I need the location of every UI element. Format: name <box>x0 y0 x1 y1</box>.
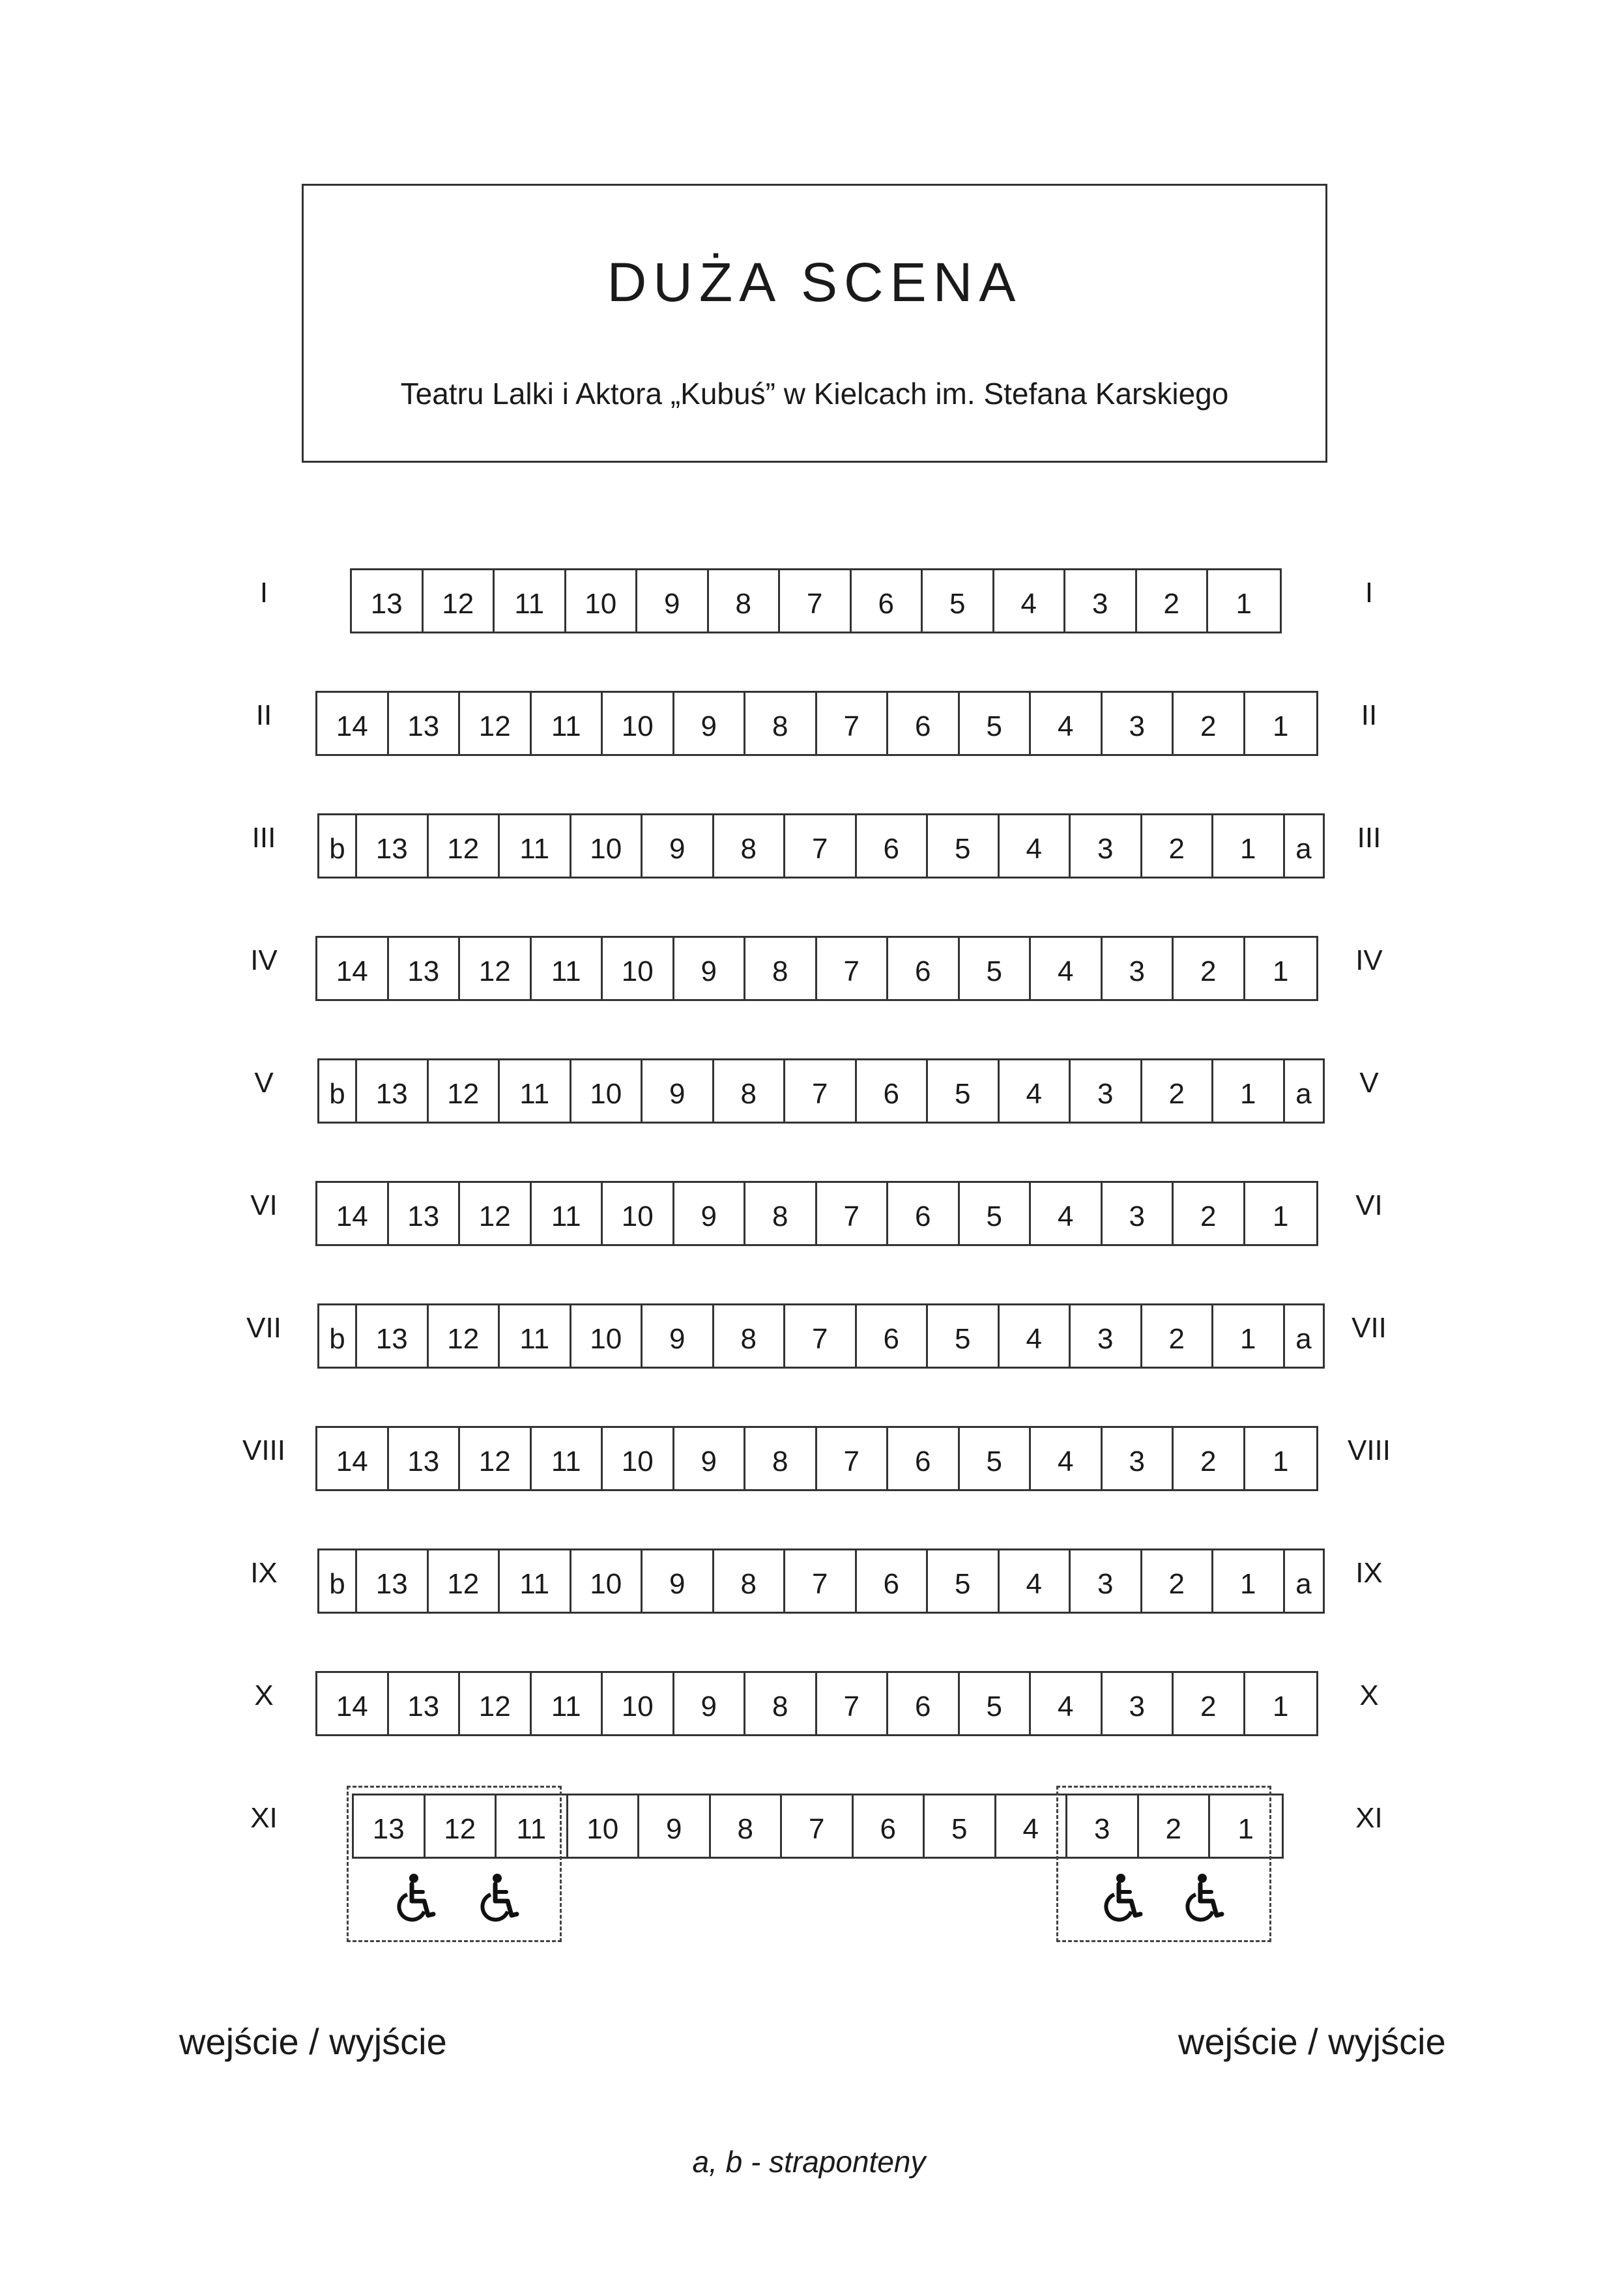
seat[interactable]: 5 <box>928 1305 1000 1367</box>
folding-seat[interactable]: b <box>319 1305 357 1367</box>
seat[interactable]: 10 <box>603 693 674 754</box>
seat[interactable]: 5 <box>928 1550 1000 1612</box>
seat[interactable]: 7 <box>785 1305 857 1367</box>
folding-seat[interactable]: b <box>319 1550 357 1612</box>
seat[interactable]: 1 <box>1213 1550 1285 1612</box>
seat[interactable]: 2 <box>1139 1795 1211 1857</box>
stage-box <box>302 184 1327 463</box>
seat[interactable]: 3 <box>1103 1673 1174 1734</box>
seat[interactable]: 13 <box>389 1183 461 1244</box>
row-label-left: VII <box>246 1312 282 1344</box>
seat[interactable]: 7 <box>817 1183 889 1244</box>
seat-block <box>350 568 1282 633</box>
seat-block <box>317 813 1325 879</box>
seat[interactable]: 10 <box>603 1428 674 1489</box>
seat[interactable]: 4 <box>1031 693 1103 754</box>
seat[interactable]: 11 <box>532 1183 603 1244</box>
seat[interactable]: 12 <box>426 1795 497 1857</box>
seat[interactable]: 1 <box>1273 955 1289 987</box>
seat[interactable]: 6 <box>857 1060 929 1122</box>
seat[interactable]: 4 <box>996 1795 1068 1857</box>
seat[interactable]: 6 <box>888 1673 960 1734</box>
seat[interactable]: 10 <box>571 1060 643 1122</box>
seat[interactable]: 5 <box>960 1673 1032 1734</box>
seat[interactable]: 14 <box>317 693 389 754</box>
row-label-right: III <box>1357 822 1381 854</box>
seat[interactable]: 12 <box>429 815 500 877</box>
seat[interactable]: 9 <box>643 1305 714 1367</box>
seat[interactable]: 3 <box>1071 815 1142 877</box>
seat[interactable]: 9 <box>674 1673 746 1734</box>
seat[interactable]: 6 <box>857 1550 929 1612</box>
seat[interactable]: 11 <box>532 1428 603 1489</box>
row-label-left: VIII <box>242 1434 286 1466</box>
folding-seat[interactable]: a <box>1295 1323 1312 1355</box>
seat[interactable]: 7 <box>782 1795 854 1857</box>
seat[interactable]: 12 <box>424 570 495 632</box>
row-label-right: VII <box>1351 1312 1387 1344</box>
row-label-left: III <box>252 822 276 854</box>
seat-block <box>317 1058 1325 1124</box>
row-label-left: VI <box>250 1189 278 1221</box>
seat-row <box>0 1426 1618 1491</box>
seat[interactable]: 3 <box>1103 1183 1174 1244</box>
seat[interactable]: 1 <box>1213 1305 1285 1367</box>
seat-block <box>315 1181 1318 1246</box>
seat[interactable]: 9 <box>674 1428 746 1489</box>
stage-subtitle: Teatru Lalki i Aktora „Kubuś” w Kielcach im. Stefana Karskiego <box>400 377 1229 411</box>
folding-seat[interactable]: b <box>319 815 357 877</box>
seat[interactable]: 4 <box>1000 815 1071 877</box>
wheelchair-zone <box>347 1786 562 1942</box>
seat[interactable]: 13 <box>389 693 461 754</box>
seat[interactable]: 8 <box>745 1673 817 1734</box>
seat[interactable]: 12 <box>460 1673 532 1734</box>
seat[interactable]: 10 <box>566 570 638 632</box>
seat[interactable]: 12 <box>429 1550 500 1612</box>
seat[interactable]: 4 <box>1031 1183 1103 1244</box>
seat[interactable]: 9 <box>643 815 714 877</box>
row-label-right: IX <box>1355 1557 1383 1589</box>
seat[interactable]: 14 <box>317 938 389 999</box>
seat[interactable]: 4 <box>1000 1060 1071 1122</box>
seat[interactable]: 10 <box>603 938 674 999</box>
exit-label-right: wejście / wyjście <box>1178 2021 1446 2062</box>
seat[interactable]: 13 <box>357 1550 429 1612</box>
seat-row <box>0 1058 1618 1124</box>
seat-row <box>0 936 1618 1001</box>
seat[interactable]: 9 <box>674 693 746 754</box>
seat[interactable]: 6 <box>888 1428 960 1489</box>
seat[interactable]: 6 <box>888 1183 960 1244</box>
row-label-left: X <box>254 1679 274 1711</box>
seat[interactable]: 14 <box>317 1183 389 1244</box>
seat[interactable]: 13 <box>389 1428 461 1489</box>
seat[interactable]: 9 <box>639 1795 711 1857</box>
seat[interactable]: 12 <box>460 938 532 999</box>
seat[interactable]: 3 <box>1103 1428 1174 1489</box>
folding-seat[interactable]: b <box>319 1060 357 1122</box>
seat[interactable]: 7 <box>817 693 889 754</box>
stage-title: DUŻA SCENA <box>607 252 1022 313</box>
seat-row <box>0 1548 1618 1614</box>
row-label-left: IV <box>250 944 278 976</box>
row-label-right: IV <box>1355 944 1383 976</box>
seat[interactable]: 12 <box>460 1183 532 1244</box>
seat[interactable]: 7 <box>785 1060 857 1122</box>
seat-row <box>0 568 1618 633</box>
seat[interactable]: 9 <box>674 938 746 999</box>
row-label-right: I <box>1365 577 1374 609</box>
seat[interactable]: 8 <box>745 1183 817 1244</box>
row-label-right: X <box>1359 1679 1379 1711</box>
seat[interactable]: 5 <box>960 938 1032 999</box>
seat[interactable]: 13 <box>389 1673 461 1734</box>
seat[interactable]: 13 <box>389 938 461 999</box>
seat[interactable]: 3 <box>1103 938 1174 999</box>
seat[interactable]: 5 <box>923 570 994 632</box>
seat[interactable]: 2 <box>1142 815 1214 877</box>
row-label-left: I <box>259 577 268 609</box>
exit-label-left: wejście / wyjście <box>179 2021 447 2062</box>
seat-block <box>317 1548 1325 1614</box>
seat[interactable]: 14 <box>317 1428 389 1489</box>
seat[interactable]: 1 <box>1273 1200 1289 1232</box>
wheelchair-icon <box>478 1874 519 1923</box>
seat[interactable]: 4 <box>1031 1428 1103 1489</box>
row-label-right: II <box>1361 699 1378 731</box>
seat[interactable]: 9 <box>643 1060 714 1122</box>
seat[interactable]: 2 <box>1174 1183 1245 1244</box>
seat[interactable]: 2 <box>1174 1673 1245 1734</box>
seat[interactable]: 2 <box>1142 1550 1214 1612</box>
seat[interactable]: 8 <box>714 1550 786 1612</box>
seat[interactable]: 9 <box>643 1550 714 1612</box>
seat[interactable]: 2 <box>1142 1305 1214 1367</box>
seat[interactable]: 13 <box>357 1305 429 1367</box>
row-label-right: VI <box>1355 1189 1383 1221</box>
seat[interactable]: 4 <box>1031 938 1103 999</box>
seat[interactable]: 11 <box>532 693 603 754</box>
seat[interactable]: 8 <box>714 1060 786 1122</box>
seat[interactable]: 11 <box>497 1795 568 1857</box>
row-label-left: II <box>255 699 272 731</box>
seat[interactable]: 7 <box>817 938 889 999</box>
seat[interactable]: 3 <box>1071 1060 1142 1122</box>
seat[interactable]: 11 <box>532 1673 603 1734</box>
seat[interactable]: 2 <box>1174 938 1245 999</box>
seat[interactable]: 8 <box>714 1305 786 1367</box>
seat-row <box>0 1671 1618 1736</box>
seat[interactable]: 6 <box>857 815 929 877</box>
seat[interactable]: 8 <box>714 815 786 877</box>
seat[interactable]: 6 <box>857 1305 929 1367</box>
seat[interactable]: 3 <box>1067 1795 1139 1857</box>
seat-block <box>315 936 1318 1001</box>
seat[interactable]: 1 <box>1237 1813 1254 1845</box>
seat-block <box>315 1426 1318 1491</box>
seat[interactable]: 1 <box>1273 1446 1289 1477</box>
seat[interactable]: 12 <box>429 1305 500 1367</box>
seat[interactable]: 1 <box>1273 1691 1289 1722</box>
seat[interactable]: 7 <box>817 1673 889 1734</box>
seat[interactable]: 2 <box>1174 1428 1245 1489</box>
seat-block <box>315 691 1318 756</box>
folding-seat[interactable]: a <box>1295 1568 1312 1600</box>
seat[interactable]: 6 <box>888 693 960 754</box>
seat[interactable]: 8 <box>745 693 817 754</box>
seat[interactable]: 4 <box>1031 1673 1103 1734</box>
seat[interactable]: 3 <box>1103 693 1174 754</box>
seat[interactable]: 8 <box>745 938 817 999</box>
wheelchair-icon <box>1101 1874 1143 1923</box>
seat[interactable]: 11 <box>500 815 571 877</box>
seat[interactable]: 11 <box>500 1550 571 1612</box>
seat[interactable]: 1 <box>1235 588 1252 620</box>
seat[interactable]: 6 <box>888 938 960 999</box>
row-label-left: IX <box>250 1557 278 1589</box>
seat[interactable]: 2 <box>1174 693 1245 754</box>
seat[interactable]: 6 <box>852 570 923 632</box>
seat[interactable]: 10 <box>571 1305 643 1367</box>
row-label-right: V <box>1359 1067 1379 1099</box>
seat[interactable]: 2 <box>1137 570 1209 632</box>
seat[interactable]: 8 <box>711 1795 783 1857</box>
seat[interactable]: 2 <box>1142 1060 1214 1122</box>
seat[interactable]: 11 <box>500 1305 571 1367</box>
seat[interactable]: 9 <box>637 570 709 632</box>
seat[interactable]: 13 <box>357 1060 429 1122</box>
seat-block <box>315 1671 1318 1736</box>
seat[interactable]: 4 <box>994 570 1066 632</box>
seat[interactable]: 4 <box>1000 1550 1071 1612</box>
seat[interactable]: 10 <box>568 1795 640 1857</box>
seat-block <box>317 1303 1325 1369</box>
seat[interactable]: 11 <box>500 1060 571 1122</box>
seat[interactable]: 14 <box>317 1673 389 1734</box>
seat[interactable]: 5 <box>925 1795 996 1857</box>
seat-row <box>0 691 1618 756</box>
seat[interactable]: 10 <box>603 1673 674 1734</box>
seat[interactable]: 3 <box>1071 1305 1142 1367</box>
seat[interactable]: 7 <box>785 1550 857 1612</box>
seat[interactable]: 5 <box>928 1060 1000 1122</box>
seat[interactable]: 5 <box>960 1183 1032 1244</box>
seat[interactable]: 13 <box>357 815 429 877</box>
seat[interactable]: 8 <box>745 1428 817 1489</box>
folding-seat[interactable]: a <box>1295 833 1312 865</box>
row-label-right: VIII <box>1347 1434 1391 1466</box>
seat[interactable]: 1 <box>1213 815 1285 877</box>
seat-row <box>0 1303 1618 1369</box>
seat[interactable]: 3 <box>1065 570 1137 632</box>
row-label-right: XI <box>1355 1802 1383 1834</box>
seat[interactable]: 5 <box>928 815 1000 877</box>
seat[interactable]: 11 <box>495 570 566 632</box>
seat-row <box>0 1181 1618 1246</box>
seat[interactable]: 6 <box>854 1795 925 1857</box>
seat[interactable]: 1 <box>1273 710 1289 742</box>
seat[interactable]: 3 <box>1071 1550 1142 1612</box>
legend: a, b - straponteny <box>692 2145 926 2179</box>
seat[interactable]: 7 <box>785 815 857 877</box>
folding-seat[interactable]: a <box>1295 1078 1312 1110</box>
seat[interactable]: 4 <box>1000 1305 1071 1367</box>
seat-row <box>0 1794 1618 1859</box>
seat[interactable]: 13 <box>352 570 424 632</box>
row-label-left: V <box>254 1067 274 1099</box>
seat[interactable]: 7 <box>817 1428 889 1489</box>
seat[interactable]: 1 <box>1213 1060 1285 1122</box>
seat-row <box>0 813 1618 879</box>
seat[interactable]: 12 <box>460 693 532 754</box>
wheelchair-icon <box>1183 1874 1224 1923</box>
seat[interactable]: 7 <box>780 570 852 632</box>
seat[interactable]: 10 <box>571 815 643 877</box>
wheelchair-icon <box>394 1874 436 1923</box>
seat[interactable]: 5 <box>960 693 1032 754</box>
seat[interactable]: 10 <box>571 1550 643 1612</box>
wheelchair-zone <box>1056 1786 1271 1942</box>
seat[interactable]: 12 <box>429 1060 500 1122</box>
seat[interactable]: 9 <box>674 1183 746 1244</box>
seat[interactable]: 10 <box>603 1183 674 1244</box>
seat[interactable]: 13 <box>354 1795 426 1857</box>
seat[interactable]: 8 <box>709 570 781 632</box>
row-label-left: XI <box>250 1802 278 1834</box>
seat[interactable]: 12 <box>460 1428 532 1489</box>
seat[interactable]: 11 <box>532 938 603 999</box>
seat[interactable]: 5 <box>960 1428 1032 1489</box>
